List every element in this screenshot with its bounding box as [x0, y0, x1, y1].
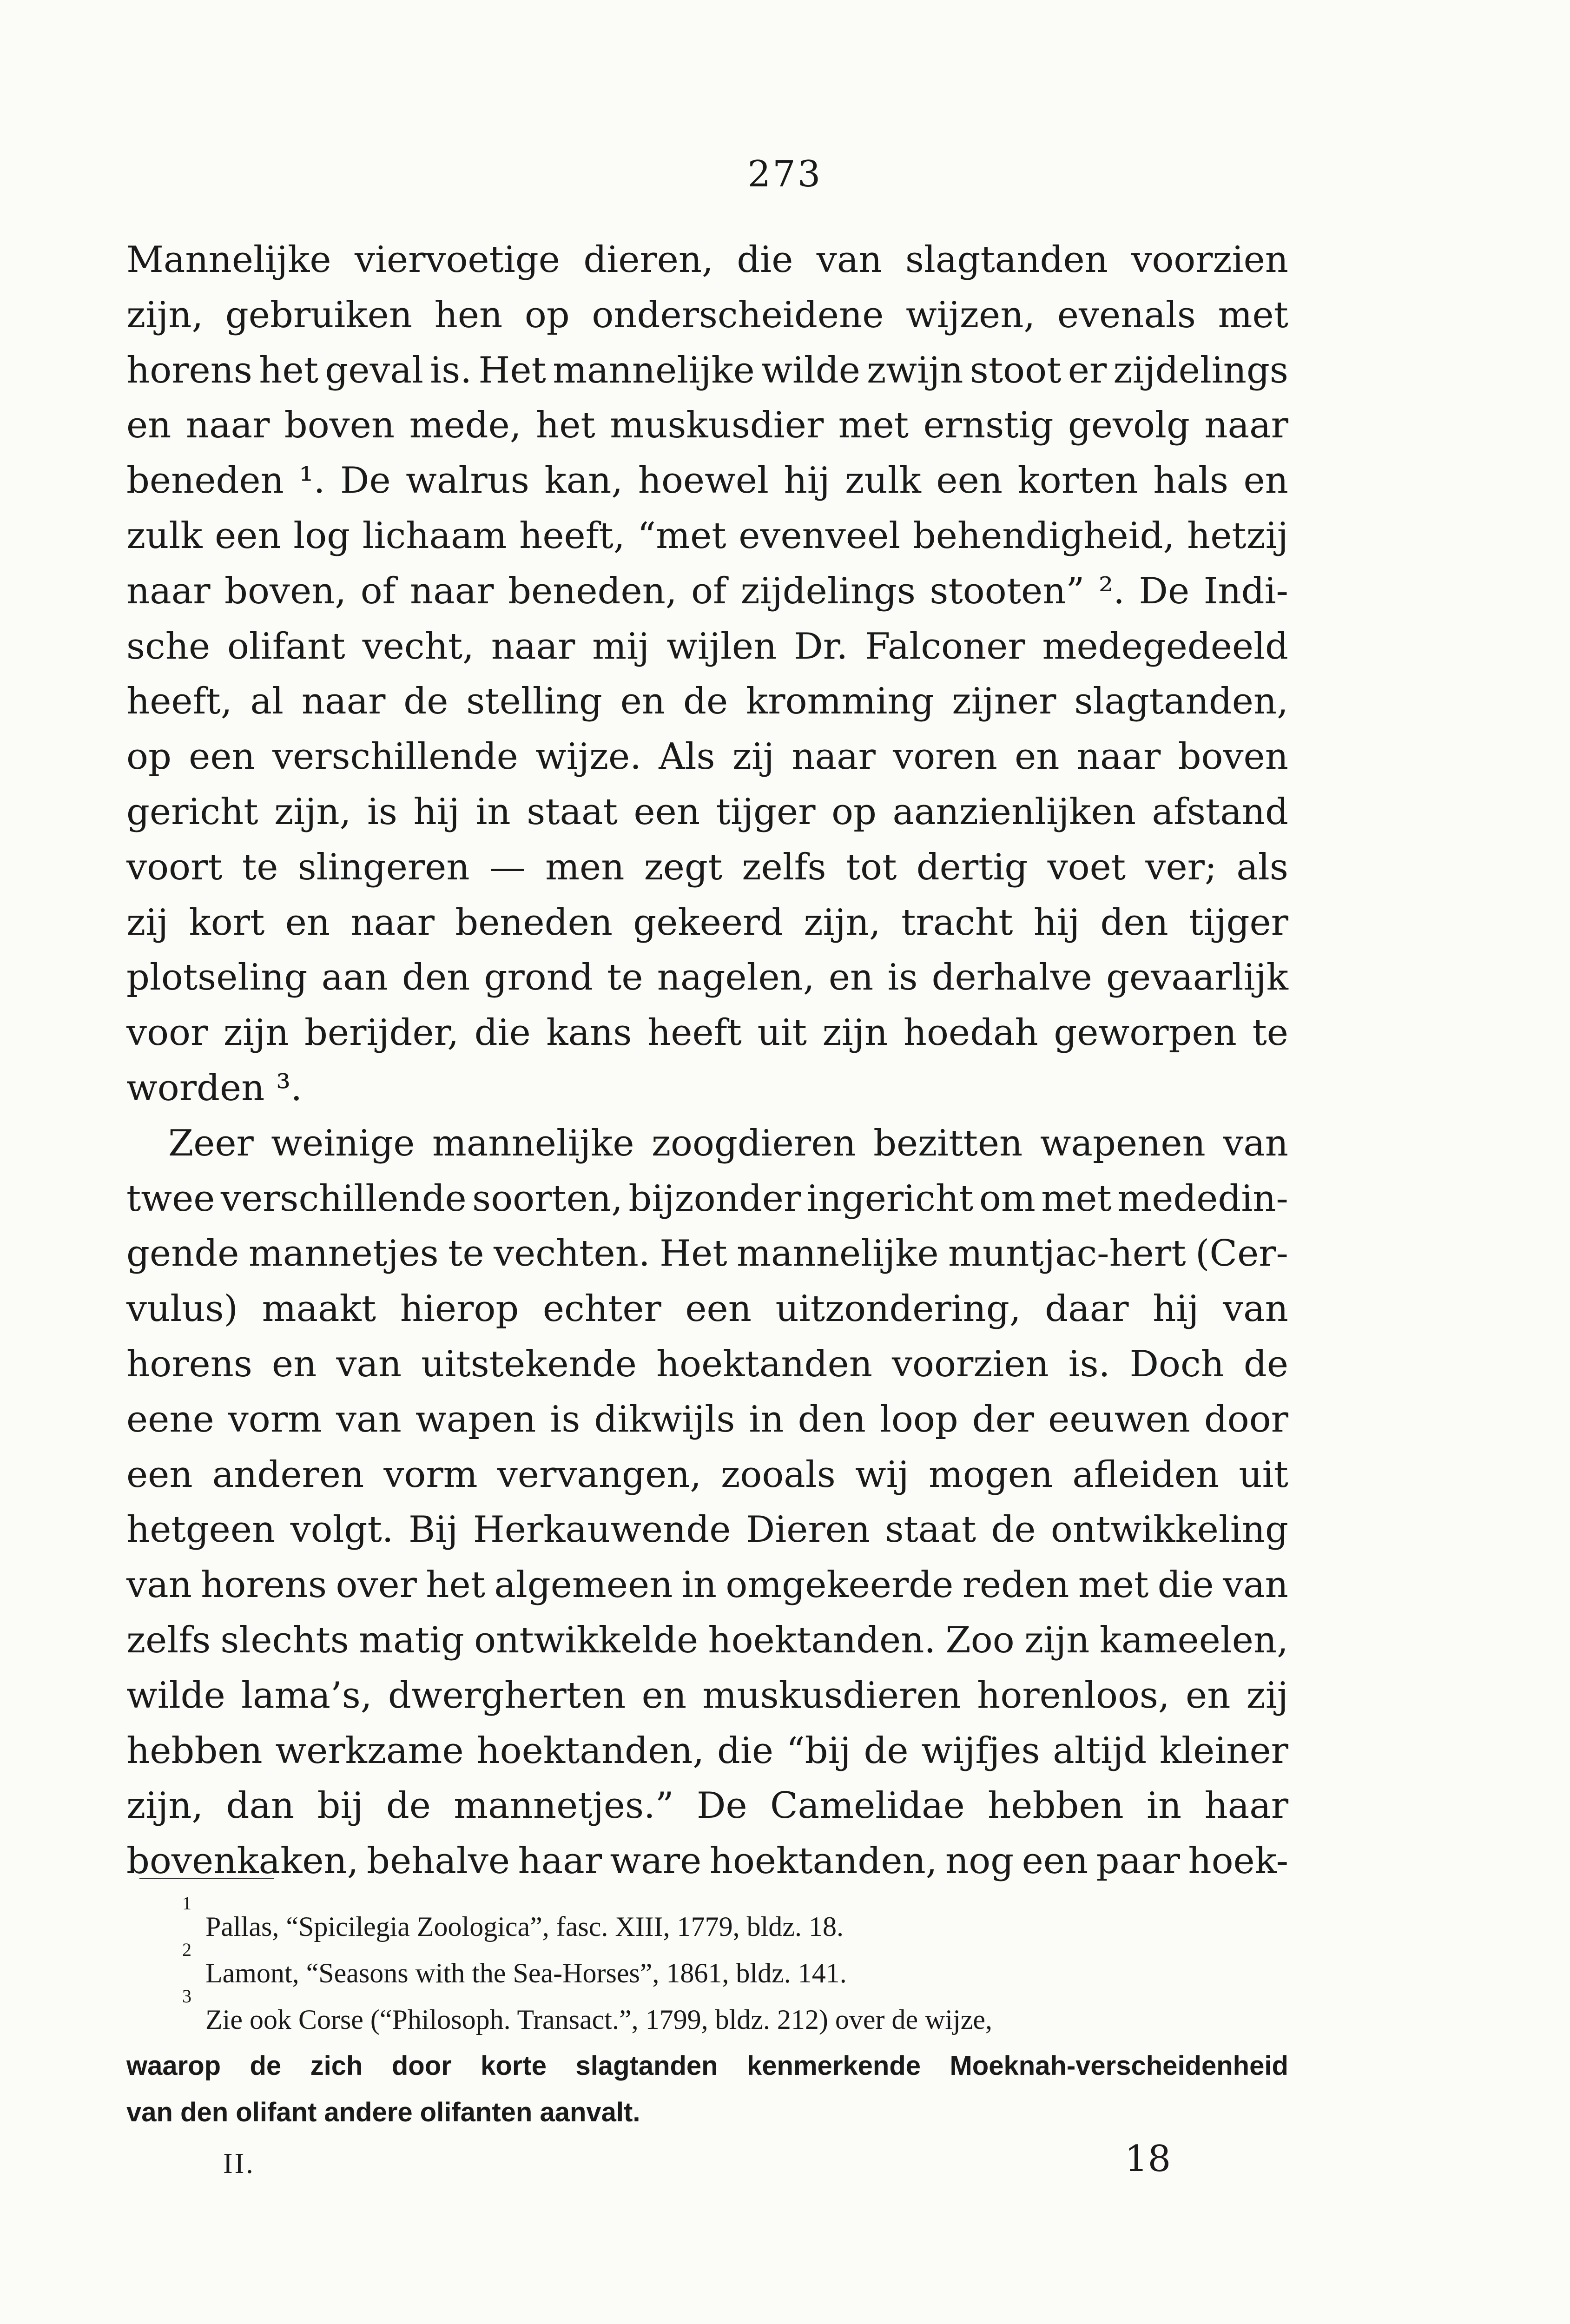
text-line: sche olifant vecht, naar mij wijlen Dr. Falconer medegedeeld [126, 625, 1288, 667]
text-line: gericht zijn, is hij in staat een tijger op aanzienlijken afstand [126, 791, 1288, 833]
text-line: zijn, dan bij de mannetjes.” De Camelidae hebben in haar [126, 1785, 1288, 1827]
text-line: een anderen vorm vervangen, zooals wij mogen afleiden uit [126, 1453, 1288, 1496]
text-line: horens en van uitstekende hoektanden voorzien is. Doch de [126, 1343, 1288, 1385]
footnote-text: Pallas, “Spicilegia Zoologica”, fasc. XIII, 1779, bldz. 18. [205, 1911, 844, 1942]
text-line: eene vorm van wapen is dikwijls in den loop der eeuwen door [126, 1398, 1288, 1440]
footnotes [126, 1893, 1288, 2136]
text-line: hetgeen volgt. Bij Herkauwende Dieren staat de ontwikkeling [126, 1509, 1288, 1551]
footnote-1 [126, 1893, 1288, 1950]
text-line: Mannelijke viervoetige dieren, die van slagtanden voorzien [126, 239, 1288, 281]
text-line: van horens over het algemeen in omgekeerde reden met die van [126, 1564, 1288, 1606]
text-line: heeft, al naar de stelling en de kromming zijner slagtanden, [126, 680, 1288, 723]
footnote-text: Lamont, “Seasons with the Sea-Horses”, 1861, bldz. 141. [205, 1958, 847, 1988]
text-line: zelfs slechts matig ontwikkelde hoektanden. Zoo zijn kameelen, [126, 1619, 1288, 1661]
text-line: vulus) maakt hierop echter een uitzondering, daar hij van [126, 1288, 1288, 1330]
text-line: twee verschillende soorten, bijzonder ingericht om met mededin- [126, 1177, 1288, 1220]
footnote-3-continuation: van den olifant andere olifanten aanvalt. [126, 2097, 640, 2127]
footnote-marker: 1 [182, 1893, 191, 1914]
text-line: naar boven, of naar beneden, of zijdelings stooten” ². De Indi- [126, 570, 1288, 612]
text-line: hebben werkzame hoektanden, die “bij de wijfjes altijd kleiner [126, 1730, 1288, 1772]
text-line: voort te slingeren — men zegt zelfs tot dertig voet ver; als [126, 846, 1288, 888]
text-line: en naar boven mede, het muskusdier met ernstig gevolg naar [126, 404, 1288, 447]
text-line: op een verschillende wijze. Als zij naar voren en naar boven [126, 736, 1288, 778]
footnote-text: Zie ook Corse (“Philosoph. Transact.”, 1799, bldz. 212) over de wijze, [205, 2004, 993, 2035]
paragraph-start-line: Zeer weinige mannelijke zoogdieren bezitten wapenen van [168, 1122, 1288, 1164]
text-line: zij kort en naar beneden gekeerd zijn, tracht hij den tijger [126, 901, 1288, 944]
page-number: 273 [747, 153, 823, 195]
text-line: plotseling aan den grond te nagelen, en is derhalve gevaarlijk [126, 957, 1288, 999]
text-line: gende mannetjes te vechten. Het mannelijke muntjac-hert (Cer- [126, 1233, 1288, 1275]
signature-mark: II. [223, 2148, 255, 2179]
footnote-2 [126, 1939, 1288, 1996]
body-text [126, 232, 1288, 1889]
text-line: horens het geval is. Het mannelijke wilde zwijn stoot er zijdelings [126, 349, 1288, 391]
footnote-marker: 3 [182, 1986, 191, 2007]
text-line: bovenkaken, behalve haar ware hoektanden, nog een paar hoek- [126, 1840, 1288, 1882]
sheet-number: 18 [1125, 2138, 1171, 2180]
text-line: voor zijn berijder, die kans heeft uit zijn hoedah geworpen te [126, 1012, 1288, 1054]
footnote-marker: 2 [182, 1939, 191, 1960]
text-line: beneden ¹. De walrus kan, hoewel hij zulk een korten hals en [126, 460, 1288, 502]
footnote-3 [126, 1986, 1288, 2043]
text-line: zijn, gebruiken hen op onderscheidene wijzen, evenals met [126, 294, 1288, 336]
footnote-3-continuation: waarop de zich door korte slagtanden kenmerkende Moeknah-verscheidenheid [126, 2051, 1288, 2081]
footnote-divider [139, 1878, 274, 1879]
text-line: worden ³. [126, 1067, 303, 1109]
text-line: zulk een log lichaam heeft, “met evenveel behendigheid, hetzij [126, 515, 1288, 557]
text-line: wilde lama’s, dwergherten en muskusdieren horenloos, en zij [126, 1674, 1288, 1717]
